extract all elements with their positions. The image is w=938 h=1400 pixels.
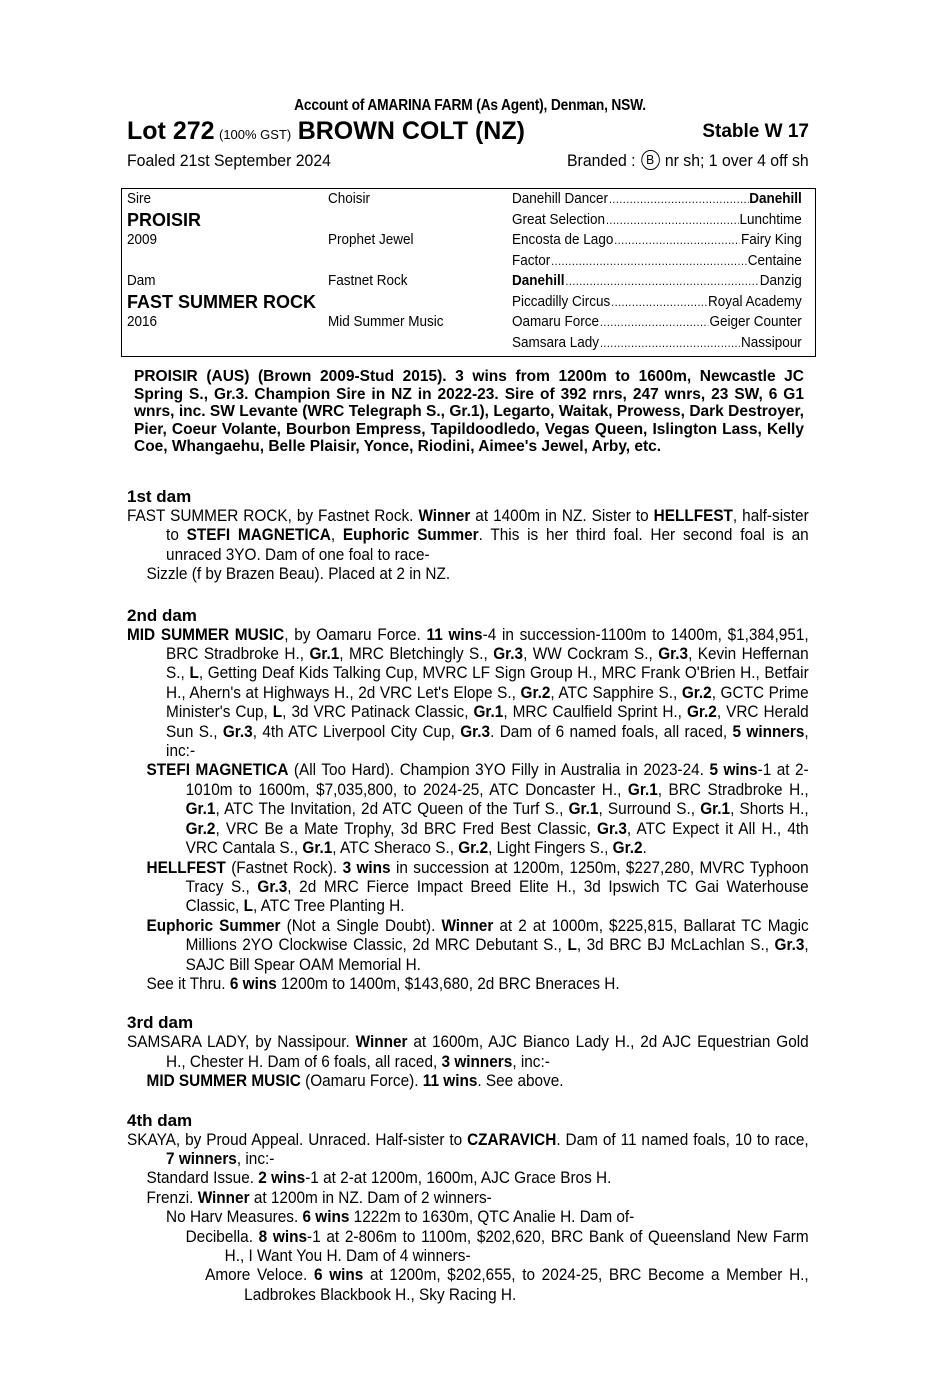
pedigree-col-ancestors	[512, 189, 808, 353]
progeny-entry: Decibella. 8 wins-1 at 2-806m to 1100m, $202,620, BRC Bank of Queensland New Farm H., I Want You H. Dam of 4 winners-	[185, 1227, 809, 1265]
ancestor-row: Samsara Lady ..... Nassipour	[512, 333, 802, 354]
lot-header	[127, 96, 809, 174]
progeny-entry: STEFI MAGNETICA (All Too Hard). Champion 3YO Filly in Australia in 2023-24. 5 wins-1 at 2-1010m to 1600m, $7,035,800, to 2024-25, ATC Doncaster H., Gr.1, BRC Stradbroke H., Gr.1, ATC The Invitation, 2d ATC Queen of the Turf S., Gr.1, Surround S., Gr.1, Shorts H., Gr.2, VRC Be a Mate Trophy, 3d BRC Fred Best Classic, Gr.3, ATC Expect it All H., 4th VRC Cantala S., Gr.1, ATC Sheraco S., Gr.2, Light Fingers S., Gr.2.	[146, 761, 809, 858]
lot-title-row	[127, 116, 809, 146]
progeny-entry: MID SUMMER MUSIC (Oamaru Force). 11 wins. See above.	[146, 1072, 564, 1091]
female-family	[127, 486, 809, 1305]
sire-summary: PROISIR (AUS) (Brown 2009-Stud 2015). 3 wins from 1200m to 1600m, Newcastle JC Spring S., Gr.3. Champion Sire in NZ in 2022-23. Sire of 392 rnrs, 247 wnrs, 23 SW, 6 G1 wnrs, inc. SW Levante (WRC Telegraph S., Gr.1), Legarto, Waitak, Prowess, Dark Destroyer, Pier, Coeur Volante, Bourbon Empress, Tapildoodledo, Vegas Queen, Islington Lass, Kelly Coe, Whangaehu, Belle Plaisir, Yonce, Riodini, Aimee's Jewel, Arby, etc.	[134, 368, 804, 455]
pedigree-col-parents	[127, 189, 327, 333]
dam-label: Dam	[127, 272, 156, 289]
dam-heading: 2nd dam	[127, 605, 197, 625]
ancestor-row: Oamaru Force ..... Geiger Counter	[512, 312, 802, 333]
dam-entry: SKAYA, by Proud Appeal. Unraced. Half-sister to CZARAVICH. Dam of 11 named foals, 10 to race, 7 winners, inc:-	[127, 1130, 809, 1168]
dam-section	[127, 486, 809, 585]
progeny-entry: Sizzle (f by Brazen Beau). Placed at 2 in NZ.	[146, 565, 451, 584]
dam-year: 2016	[127, 313, 158, 330]
dam-entry: FAST SUMMER ROCK, by Fastnet Rock. Winner at 1400m in NZ. Sister to HELLFEST, half-sister to STEFI MAGNETICA, Euphoric Summer. This is her third foal. Her second foal is an unraced 3YO. Dam of one foal to race-	[127, 507, 809, 564]
lot-number: Lot 272	[127, 117, 215, 145]
dam-section	[127, 1110, 809, 1306]
brand-info	[567, 148, 809, 174]
foaled-brand-row	[127, 148, 809, 174]
ancestor-row: Great Selection ..... Lunchtime	[512, 210, 802, 231]
progeny-entry: No Harv Measures. 6 wins 1222m to 1630m, QTC Analie H. Dam of-	[166, 1208, 635, 1227]
dam-heading: 3rd dam	[127, 1013, 194, 1033]
dam-heading: 4th dam	[127, 1110, 193, 1130]
dam-of-sire: Prophet Jewel	[328, 231, 414, 248]
dam-entry: SAMSARA LADY, by Nassipour. Winner at 1600m, AJC Bianco Lady H., 2d AJC Equestrian Gold H., Chester H. Dam of 6 foals, all raced, 3 winners, inc:-	[127, 1033, 809, 1071]
horse-description: BROWN COLT (NZ)	[297, 117, 525, 145]
branded-detail: nr sh; 1 over 4 off sh	[664, 151, 809, 170]
progeny-entry: HELLFEST (Fastnet Rock). 3 wins in succession at 1200m, 1250m, $227,280, MVRC Typhoon Tracy S., Gr.3, 2d MRC Fierce Impact Breed Elite H., 3d Ipswich TC Gai Waterhouse Classic, L, ATC Tree Planting H.	[146, 858, 809, 916]
ancestor-row: Danehill ..... Danzig	[512, 271, 802, 292]
dam-section	[127, 1012, 809, 1091]
progeny-entry: See it Thru. 6 wins 1200m to 1400m, $143,680, 2d BRC Bneraces H.	[146, 974, 620, 993]
sire-name: PROISIR	[127, 209, 202, 230]
branded-label: Branded :	[567, 151, 636, 170]
sire-of-sire: Choisir	[328, 190, 371, 207]
dam-of-dam: Mid Summer Music	[328, 313, 444, 330]
pedigree-col-grandparents	[328, 189, 508, 333]
progeny-entry: Euphoric Summer (Not a Single Doubt). Winner at 2 at 1000m, $225,815, Ballarat TC Magic Millions 2YO Clockwise Classic, 2d MRC Debutant S., L, 3d BRC BJ McLachlan S., Gr.3, SAJC Bill Spear OAM Memorial H.	[146, 916, 809, 974]
brand-mark-icon: B	[641, 150, 660, 170]
gst-note: (100% GST)	[218, 127, 292, 142]
sire-of-dam: Fastnet Rock	[328, 272, 408, 289]
progeny-entry: Standard Issue. 2 wins-1 at 2-at 1200m, 1600m, AJC Grace Bros H.	[146, 1169, 612, 1188]
vendor-account: Account of AMARINA FARM (As Agent), Denman, NSW.	[294, 97, 646, 114]
ancestor-row: Factor ..... Centaine	[512, 251, 802, 272]
dam-heading: 1st dam	[127, 487, 192, 506]
ancestor-row: Encosta de Lago ..... Fairy King	[512, 230, 802, 251]
stable-location: Stable W 17	[702, 121, 809, 142]
dam-name: FAST SUMMER ROCK	[127, 291, 316, 312]
ancestor-row: Danehill Dancer ..... Danehill	[512, 189, 802, 210]
sire-label: Sire	[127, 190, 152, 207]
pedigree-table	[121, 188, 816, 357]
dam-entry: MID SUMMER MUSIC, by Oamaru Force. 11 wins-4 in succession-1100m to 1400m, $1,384,951, BRC Stradbroke H., Gr.1, MRC Bletchingly S., Gr.3, WW Cockram S., Gr.3, Kevin Heffernan S., L, Getting Deaf Kids Talking Cup, MVRC LF Sign Group H., MRC Frank O'Brien H., Betfair H., Ahern's at Highways H., 2d VRC Let's Elope S., Gr.2, ATC Sapphire S., Gr.2, GCTC Prime Minister's Cup, L, 3d VRC Patinack Classic, Gr.1, MRC Caulfield Sprint H., Gr.2, VRC Herald Sun S., Gr.3, 4th ATC Liverpool City Cup, Gr.3. Dam of 6 named foals, all raced, 5 winners, inc:-	[127, 625, 809, 761]
foaled-date: Foaled 21st September 2024	[127, 151, 331, 170]
progeny-entry: Amore Veloce. 6 wins at 1200m, $202,655, to 2024-25, BRC Become a Member H., Ladbrokes Blackbook H., Sky Racing H.	[205, 1266, 809, 1304]
ancestor-row: Piccadilly Circus ..... Royal Academy	[512, 292, 802, 313]
dam-section	[127, 605, 809, 995]
sire-year: 2009	[127, 231, 158, 248]
progeny-entry: Frenzi. Winner at 1200m in NZ. Dam of 2 winners-	[146, 1188, 492, 1207]
